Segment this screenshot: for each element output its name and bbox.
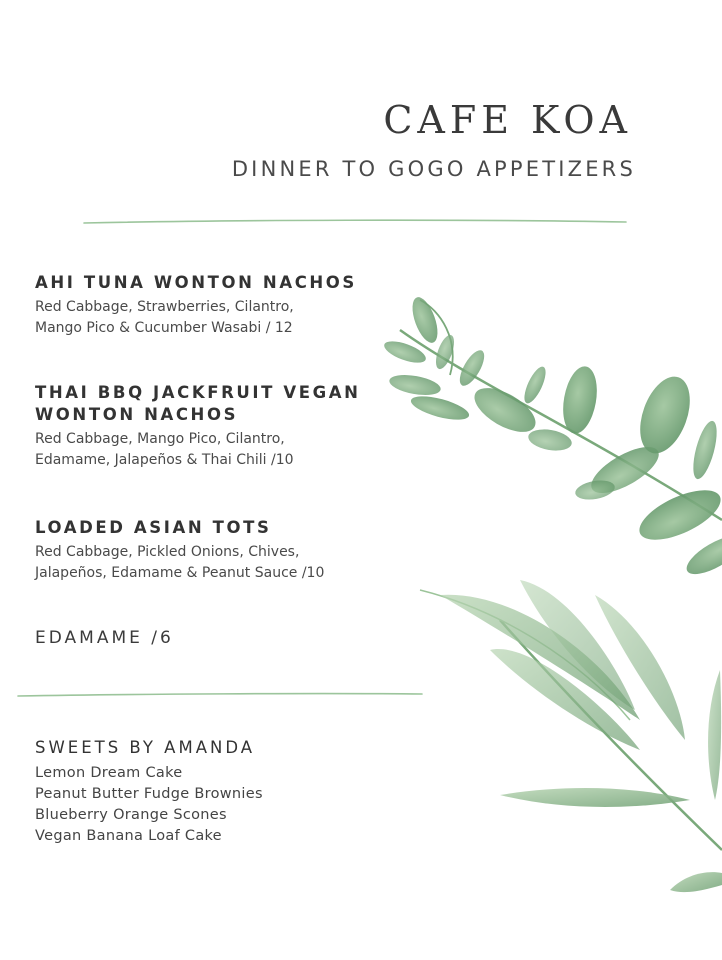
divider-top	[80, 217, 640, 227]
menu-item-name: THAI BBQ JACKFRUIT VEGAN WONTON NACHOS	[35, 383, 361, 424]
list-item: Lemon Dream Cake	[35, 765, 183, 781]
list-item: Vegan Banana Loaf Cake	[35, 828, 222, 844]
menu-item-edamame: EDAMAME /6	[35, 628, 174, 648]
menu-item-description: Red Cabbage, Pickled Onions, Chives, Jalapeños, Edamame & Peanut Sauce /10	[35, 544, 325, 581]
sweets-heading: SWEETS BY AMANDA	[35, 738, 256, 757]
sweets-list	[35, 763, 263, 847]
eucalyptus-leaves-illustration	[380, 290, 722, 930]
page-title: CAFE KOA	[383, 98, 632, 142]
list-item: Peanut Butter Fudge Brownies	[35, 786, 263, 802]
menu-item-description: Red Cabbage, Strawberries, Cilantro, Mango Pico & Cucumber Wasabi / 12	[35, 299, 294, 336]
menu-item-name: AHI TUNA WONTON NACHOS	[35, 273, 357, 292]
list-item: Blueberry Orange Scones	[35, 807, 227, 823]
menu-item	[35, 272, 357, 339]
divider-middle	[14, 690, 434, 700]
menu-item	[35, 517, 324, 584]
menu-item-description: Red Cabbage, Mango Pico, Cilantro, Edamame, Jalapeños & Thai Chili /10	[35, 431, 294, 468]
menu-item-name: LOADED ASIAN TOTS	[35, 518, 272, 537]
menu-subtitle: DINNER TO GOGO APPETIZERS	[231, 157, 636, 181]
menu-item	[35, 382, 361, 471]
